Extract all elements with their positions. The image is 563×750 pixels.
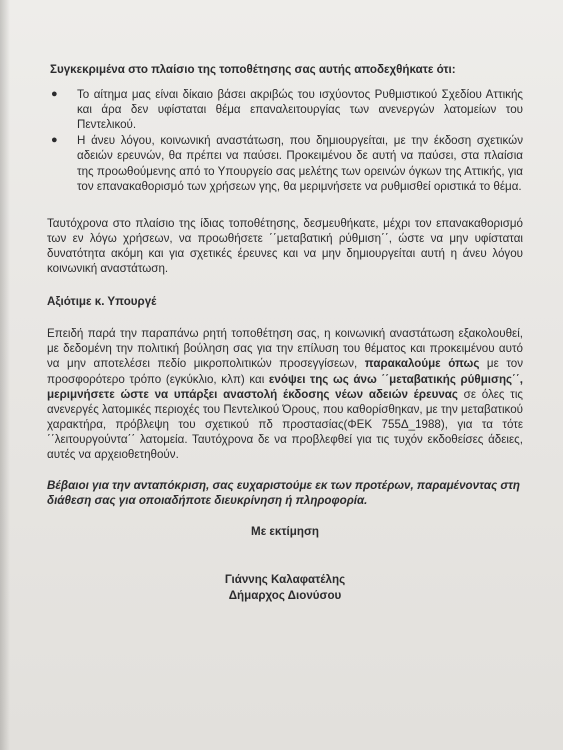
bullet-list xyxy=(47,87,523,194)
list-item xyxy=(47,87,523,132)
signature-title: Δήμαρχος Διονύσου xyxy=(228,589,342,603)
thanks-paragraph: Βέβαιοι για την ανταπόκριση, σας ευχαριστούμε εκ των προτέρων, παραμένοντας στη διάθεση σας για οποιαδήποτε διευκρίνηση ή πληροφορία. xyxy=(47,479,520,508)
list-item xyxy=(47,133,523,193)
request-text-1: Επειδή παρά την παραπάνω ρητή τοποθέτηση σας, η κοινωνική αναστάτωση εξακολουθεί, με δεδομένη την πολιτική βούληση σας για την επίλυση του θέματος και προκειμένου αυτό να μην αποτελέσει πεδίο μικροπολιτικών προσεγγίσεων, xyxy=(47,327,523,371)
bullet-icon: ● xyxy=(51,88,58,101)
paragraph-transitional-regulation: Ταυτόχρονα στο πλαίσιο της ίδιας τοποθέτησης, δεσμευθήκατε, μέχρι τον επανακαθορισμό των εν λόγω χρήσεων, να προωθήσετε ΄΄μεταβατική ρύθμιση΄΄, ώστε να μην υφίσταται δυνατότητα ακόμη και για σχετικές έρευνες και να μην δημιουργείται αυτή η άνευ λόγου κοινωνική αναστάτωση. xyxy=(47,216,523,276)
request-bold-1: παρακαλούμε όπως xyxy=(364,357,480,371)
closing-line: Με εκτίμηση xyxy=(251,525,319,539)
page-shadow xyxy=(0,0,10,750)
salutation-heading: Αξιότιμε κ. Υπουργέ xyxy=(47,295,157,309)
list-item-text: Το αίτημα μας είναι δίκαιο βάσει ακριβώς του ισχύοντος Ρυθμιστικού Σχεδίου Αττικής και άρα δεν υφίσταται θέμα επαναλειτουργίας των ανενεργών λατομείων του Πεντελικού. xyxy=(77,88,523,132)
signature-block xyxy=(47,572,523,604)
letter-body xyxy=(47,62,523,604)
intro-line: Συγκεκριμένα στο πλαίσιο της τοποθέτησης σας αυτής αποδεχθήκατε ότι: xyxy=(50,63,456,76)
request-text-2: με τον προσφορότερο τρόπο (εγκύκλιο, κλπ) και xyxy=(47,357,523,386)
paragraph-request xyxy=(47,326,523,462)
list-item-text: Η άνευ λόγου, κοινωνική αναστάτωση, που δημιουργείται, με την έκδοση σχετικών αδειών ερευνών, θα πρέπει να παύσει. Προκειμένου δε αυτή να παύσει, στα πλαίσια της προωθούμενης από το Υπουργείο σας μελέτης των ορεινών όγκων της Αττικής, για τον επανακαθορισμό των χρήσεων γης, θα μεριμνήσετε να ρυθμισθεί οριστικά το θέμα. xyxy=(77,134,523,193)
signature-name: Γιάννης Καλαφατέλης xyxy=(224,573,346,587)
request-text-3: σε όλες τις ανενεργές λατομικές περιοχές του Πεντελικού Όρους, που καθορίσθηκαν, με την μεταβατικού χαρακτήρα, πρόβλεψη του σχετικού πδ προστασίας(ΦΕΚ 755Δ_1988), για τα τότε ΄΄λειτουργούντα΄΄ λατομεία. Ταυτόχρονα δε να προβλεφθεί για τις τυχόν εκδοθείσες άδειες, αυτές να αρχειοθετηθούν. xyxy=(47,387,523,461)
request-bold-2: ενόψει της ως άνω ΄΄μεταβατικής ρύθμισης΄΄, μεριμνήσετε ώστε να υπάρξει αναστολή έκδοσης νέων αδειών έρευνας xyxy=(47,372,523,401)
bullet-icon: ● xyxy=(51,134,58,147)
